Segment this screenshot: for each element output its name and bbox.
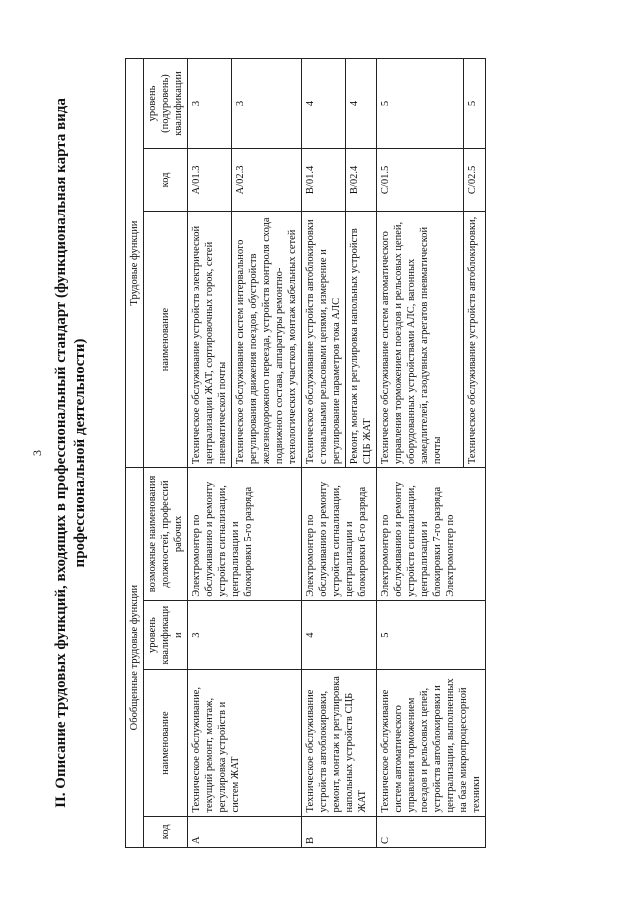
header-level: уровень квалификации (144, 600, 188, 670)
row-position: Электромонтер по обслуживанию и ремонту устройств сигнализации, централизации и блокировки 5-го разряда (188, 468, 302, 601)
table-row (302, 59, 346, 848)
row-level: 5 (377, 600, 486, 670)
position-text: Электромонтер по обслуживанию и ремонту устройств сигнализации, централизации и блокировки 7-го разряда (380, 481, 443, 597)
section-heading (52, 60, 90, 846)
row-code: А (188, 816, 302, 847)
function-code: C/01.5 (377, 148, 464, 211)
row-level: 4 (302, 600, 377, 670)
function-level: 4 (346, 59, 377, 149)
function-name: Техническое обслуживание устройств электрической централизации ЖАТ, сортировочных горок, сетей пневматической почты (188, 211, 232, 467)
function-level: 3 (188, 59, 232, 149)
row-name: Техническое обслуживание, текущий ремонт, монтаж, регулировка устройств и систем ЖАТ (188, 670, 302, 816)
function-name: Техническое обслуживание устройств автоблокировки, (463, 211, 485, 467)
table-row (377, 59, 464, 848)
function-name: Техническое обслуживание систем автоматического управления торможением поездов и рельсовых цепей, оборудованных устройствами АЛС, вагонных замедлителей, газодувных агрегатов пневматической почты (377, 211, 464, 467)
table-row (188, 59, 232, 848)
function-code: A/02.3 (232, 148, 302, 211)
row-position: Электромонтер по обслуживанию и ремонту устройств сигнализации, централизации и блокировки 6-го разряда (302, 468, 377, 601)
row-name: Техническое обслуживание устройств автоблокировки, ремонт, монтаж и регулировка напольных устройств СЦБ ЖАТ (302, 670, 377, 816)
function-name: Ремонт, монтаж и регулировка напольных устройств СЦБ ЖАТ (346, 211, 377, 467)
header-sublevel: уровень (подуровень) квалификации (144, 59, 188, 149)
header-labor: Трудовые функции (126, 59, 144, 468)
functional-map-table (125, 58, 486, 848)
function-name: Техническое обслуживание систем интервального регулирования движения поездов, обустройств железнодорожного переезда, устройств контроля схода подвижного состава, аппаратуры ремонтно-технологических участков, монтаж кабельных сетей (232, 211, 302, 467)
header-labor-code: код (144, 148, 188, 211)
heading-line-2: профессиональной деятельности) (72, 338, 88, 568)
position-text-2: Электромонтер по (445, 514, 456, 597)
function-level: 5 (377, 59, 464, 149)
function-code: C/02.5 (463, 148, 485, 211)
function-code: A/01.3 (188, 148, 232, 211)
function-code: B/01.4 (302, 148, 346, 211)
page-number: 3 (30, 450, 44, 456)
header-name: наименование (144, 670, 188, 816)
row-position (377, 468, 486, 601)
header-possible-names: возможные наименования должностей, профессий рабочих (144, 468, 188, 601)
row-level: 3 (188, 600, 302, 670)
header-generalized: Обобщенные трудовые функции (126, 468, 144, 848)
header-code: код (144, 816, 188, 847)
function-code: B/02.4 (346, 148, 377, 211)
function-name: Техническое обслуживание устройств автоблокировки с тональными рельсовыми цепями, измерение и регулирование параметров тока АЛС (302, 211, 346, 467)
header-labor-name: наименование (144, 211, 188, 467)
header-row-2 (144, 59, 188, 848)
row-code: С (377, 816, 486, 847)
row-name: Техническое обслуживание систем автоматического управления торможением поездов и рельсовых цепей, устройств автоблокировки и централизации, выполненных на базе микропроцессорной техники (377, 670, 486, 816)
function-level: 4 (302, 59, 346, 149)
function-level: 5 (463, 59, 485, 149)
header-row-1 (126, 59, 144, 848)
row-code: В (302, 816, 377, 847)
heading-line-1: II. Описание трудовых функций, входящих в профессиональный стандарт (функциональная карта вида (53, 98, 69, 808)
function-level: 3 (232, 59, 302, 149)
